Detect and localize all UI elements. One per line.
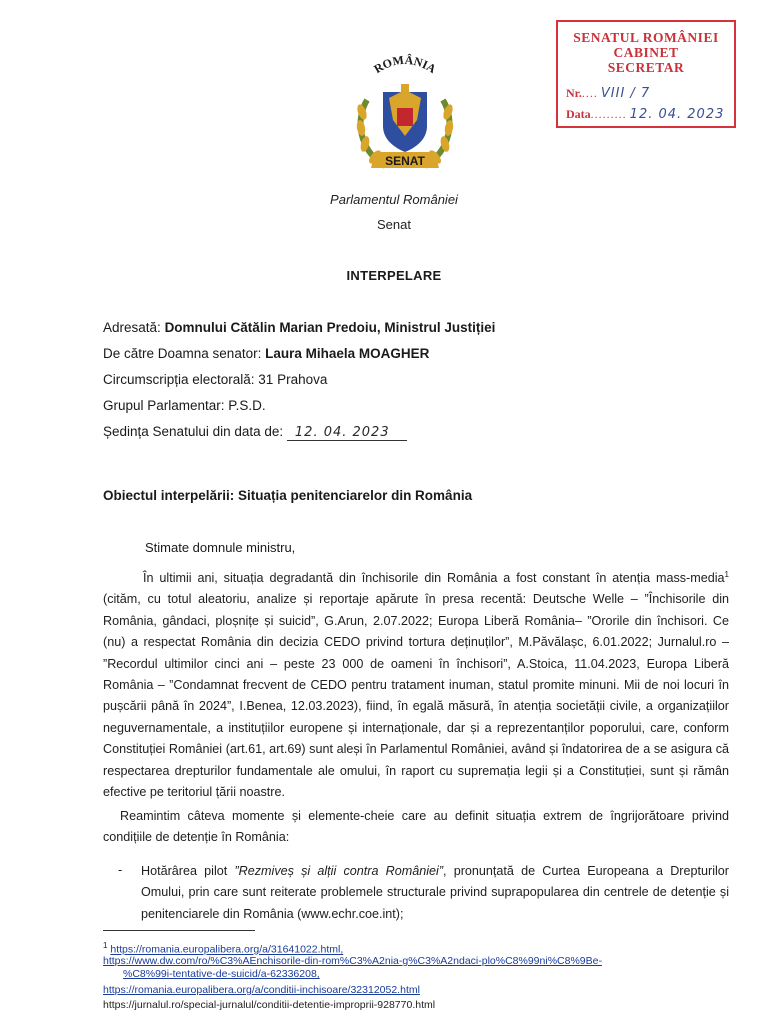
bullet-1-start: Hotărârea pilot: [141, 864, 235, 878]
addressee-value: Domnului Cătălin Marian Predoiu, Ministrul Justiției: [164, 320, 496, 335]
stamp-date-row: Data......... 12. 04. 2023: [566, 107, 725, 122]
session-label: Ședința Senatului din data de:: [103, 424, 284, 439]
registration-stamp: [556, 20, 736, 128]
paragraph-1: [103, 568, 729, 803]
document-title: INTERPELARE: [346, 268, 442, 283]
stamp-nr-value: VIII / 7: [600, 86, 651, 101]
stamp-line-2: CABINET: [613, 45, 679, 60]
paragraph-1-start: În ultimii ani, situația degradantă din închisorile din România a fost constant în atenția mass-media: [143, 571, 725, 585]
footnote-ref-1[interactable]: 1: [724, 569, 729, 579]
paragraph-2: Reamintim câteva momente și elemente-cheie care au definit situația extrem de îngrijorătoare privind condițiile de detenție în România:: [103, 809, 729, 845]
from-value: Laura Mihaela MOAGHER: [265, 346, 430, 361]
group-line: Grupul Parlamentar: P.S.D.: [103, 398, 266, 413]
emblem-top-text: ROMÂNIA: [371, 52, 439, 77]
district-line: Circumscripția electorală: 31 Prahova: [103, 372, 328, 387]
bullet-marker: -: [118, 863, 123, 877]
footnote-link-2-line-1: [103, 955, 602, 968]
footnote-link-3[interactable]: https://romania.europalibera.org/a/conditii-inchisoare/32312052.html: [103, 984, 420, 996]
bullet-1-rest: , pronunțată de Curtea Europeana a Drepturilor Omului, prin care sunt reiterate problemele structurale privind suprapopularea din centrele de detenție și penitenciarele din România (www.echr.coe.int);: [141, 864, 729, 921]
footnote-link-4-line: [103, 999, 435, 1012]
footnote-link-2-line-2: [123, 968, 320, 981]
session-line: [103, 424, 407, 441]
bullet-item-1: [141, 861, 729, 925]
session-date-handwritten: 12. 04. 2023: [287, 425, 407, 441]
stamp-nr-label: Nr.: [566, 86, 582, 100]
footnote-1: [103, 939, 343, 957]
footnote-link-1[interactable]: https://romania.europalibera.org/a/31641022.html,: [110, 943, 344, 956]
interpellation-subject: Obiectul interpelării: Situația penitenciarelor din România: [103, 488, 473, 503]
footnote-marker: 1: [103, 941, 108, 950]
svg-text:ROMÂNIA: [371, 53, 438, 76]
org-line-senate: Senat: [377, 217, 411, 232]
addressee-label: Adresată:: [103, 320, 161, 335]
addressee-line: [103, 320, 495, 335]
bullet-1-case-title: ”Rezmiveș și alții contra României”: [234, 864, 444, 878]
stamp-data-value: 12. 04. 2023: [629, 107, 725, 122]
footnote-divider: [103, 930, 255, 931]
footnote-link-2b[interactable]: %C8%99i-tentative-de-suicid/a-62336208,: [123, 968, 320, 980]
from-line: [103, 346, 429, 361]
stamp-line-3: SECRETAR: [607, 60, 685, 75]
emblem-banner-text: SENAT: [385, 154, 425, 168]
salutation: Stimate domnule ministru,: [145, 540, 296, 555]
org-line-parliament: Parlamentul României: [330, 192, 458, 207]
footnote-link-3-line: [103, 984, 420, 997]
paragraph-1-rest: (cităm, cu totul aleatoriu, analize și reportaje apărute în presa recentă: Deutsche Welle – ”Închisorile din România, gândaci, ploșnițe și suicid”, G.Arun, 2.07.2022; Europa Liberă România– ”Ororile din închisori. Ce (nu) a respectat România din decizia CEDO privind tortura deținuților”, M.Păvălașc, 6.01.2022; Jurnalul.ro – ”Recordul ultimilor cinci ani – peste 23 000 de oameni în închisori”, A.Stoica, 11.04.2023, Europa Liberă România – ”Condamnat frecvent de CEDO pentru tratament inuman, statul promite minuni. Mii de noi locuri în pușcării până în 2024”, I.Benea, 12.03.2023), fiind, în egală măsură, în atenția societății civile, a organizațiilor neguvernamentale, a instituțiilor europene și internaționale, dar și a reprezentanților poporului, care, conform Constituției României (art.61, art.69) sunt aleși în Parlamentul României, având și îndatorirea de a se asigura că respectarea drepturilor fundamentale ale omului, în raport cu supremația legii și a Constituției, sunt și rămân efective pe teritoriul țării noastre.: [103, 592, 729, 800]
footnote-link-4[interactable]: https://jurnalul.ro/special-jurnalul/conditii-detentie-improprii-928770.html: [103, 999, 436, 1011]
from-label: De către Doamna senator:: [103, 346, 262, 361]
stamp-number-row: Nr..... VIII / 7: [566, 86, 651, 101]
stamp-line-1: SENATUL ROMÂNIEI: [573, 30, 719, 45]
footnote-link-2a[interactable]: https://www.dw.com/ro/%C3%AEnchisorile-din-rom%C3%A2nia-g%C3%A2ndaci-plo%C8%99ni%C8%9Be-: [103, 955, 602, 967]
romania-senate-coat-of-arms-icon: [345, 40, 465, 180]
stamp-data-label: Data: [566, 107, 591, 121]
